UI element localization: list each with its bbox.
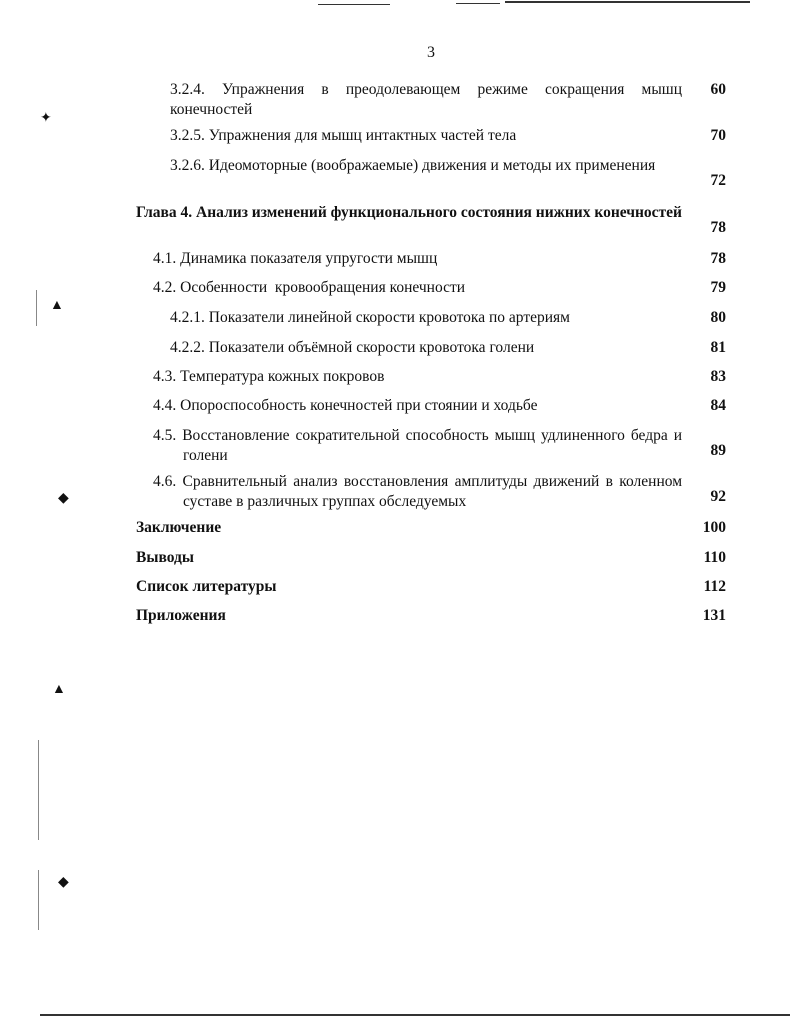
toc-entry-page: 60 <box>710 81 726 98</box>
toc-entry-text: Глава 4. Анализ изменений функционального состояния нижних конечностей <box>136 204 682 221</box>
page-number: 3 <box>427 44 435 61</box>
scan-margin-line-1 <box>36 290 37 326</box>
scan-line-bottom <box>40 1014 790 1016</box>
toc-entry-text: 3.2.4. Упражнения в преодолевающем режиме сокращения мышц конечностей <box>170 81 682 118</box>
scan-speck-2: ▲ <box>50 298 64 313</box>
toc-entry-text: 3.2.5. Упражнения для мышц интактных частей тела <box>170 127 517 144</box>
toc-entry-text: 4.4. Опороспособность конечностей при стоянии и ходьбе <box>153 397 538 414</box>
toc-entry-page: 92 <box>710 488 726 505</box>
scan-line-top-2 <box>456 3 500 4</box>
toc-entry-text: 4.3. Температура кожных покровов <box>153 368 385 385</box>
toc-entry-page: 70 <box>710 127 726 144</box>
toc-entry-page: 83 <box>710 368 726 385</box>
toc-entry-page: 79 <box>710 279 726 296</box>
toc-entry-page: 110 <box>703 549 726 566</box>
toc-entry-page: 81 <box>710 339 726 356</box>
toc-entry-text: 4.2.2. Показатели объёмной скорости кровотока голени <box>170 339 535 356</box>
scan-line-top-3 <box>505 1 750 3</box>
scan-margin-line-3 <box>38 870 39 930</box>
scan-speck-5: ◆ <box>58 875 69 890</box>
toc-entry-page: 112 <box>703 578 726 595</box>
toc-entry-text: Заключение <box>136 519 222 536</box>
toc-entry-page: 84 <box>710 397 726 414</box>
toc-entry-text: Приложения <box>136 607 226 624</box>
toc-entry-text: 4.1. Динамика показателя упругости мышц <box>153 250 438 267</box>
scan-speck-4: ▲ <box>52 682 66 697</box>
scan-margin-line-2 <box>38 740 39 840</box>
toc-entry-page: 89 <box>710 442 726 459</box>
toc-entry-page: 78 <box>710 219 726 236</box>
scan-speck-3: ◆ <box>58 491 69 506</box>
toc-entry-text: 4.2. Особенности кровообращения конечности <box>153 279 466 296</box>
toc-entry-text: Выводы <box>136 549 194 566</box>
toc-entry-page: 80 <box>710 309 726 326</box>
toc-entry-text: 4.2.1. Показатели линейной скорости кровотока по артериям <box>170 309 570 326</box>
toc-entry-page: 72 <box>710 172 726 189</box>
toc-entry-page: 100 <box>702 519 726 536</box>
toc-entry-page: 131 <box>702 607 726 624</box>
toc-entry-text: Список литературы <box>136 578 277 595</box>
toc-entry-text: 3.2.6. Идеомоторные (воображаемые) движения и методы их применения <box>170 157 656 174</box>
toc-entry-page: 78 <box>710 250 726 267</box>
toc-entry-text: 4.6. Сравнительный анализ восстановления амплитуды движений в коленном суставе в различных группах обследуемых <box>153 473 682 510</box>
toc-entry-text: 4.5. Восстановление сократительной способность мышц удлиненного бедра и голени <box>153 427 682 464</box>
scan-speck-1: ✦ <box>40 111 52 126</box>
scan-line-top-1 <box>318 4 390 5</box>
